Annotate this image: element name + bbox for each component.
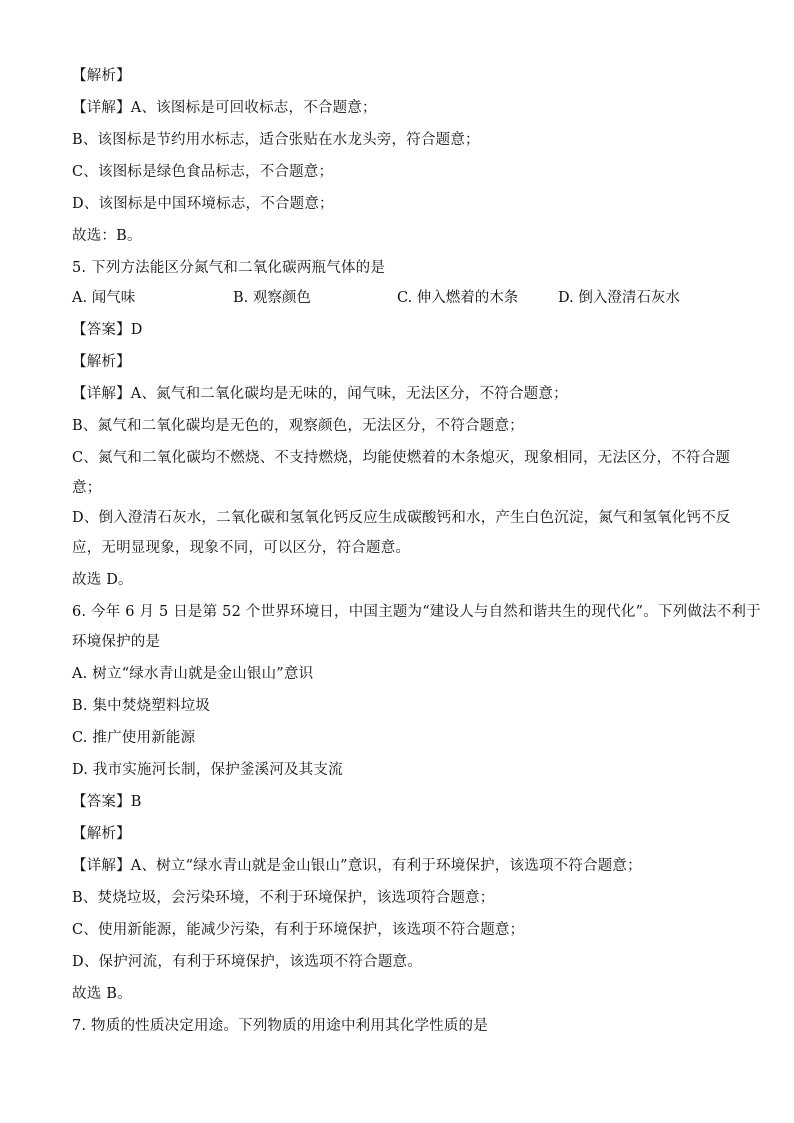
analysis-label: 【解析】 [72,354,131,370]
detail-line: C、使用新能源，能减少污染，有利于环境保护，该选项不符合题意； [72,922,525,938]
choice-line: 故选 B。 [72,986,132,1002]
detail-line: B、该图标是节约用水标志，适合张贴在水龙头旁，符合题意； [72,132,480,148]
option-b: B. 观察颜色 [233,290,311,306]
detail-line: D、该图标是中国环境标志，不合题意； [72,196,334,212]
detail-line: 【详解】A、树立“绿水青山就是金山银山”意识，有利于环境保护，该选项不符合题意； [72,858,642,874]
detail-line: 应，无明显现象，现象不同，可以区分，符合题意。 [72,540,411,556]
detail-line: 【详解】A、该图标是可回收标志，不合题意； [72,100,377,116]
question-6: 6. 今年 6 月 5 日是第 52 个世界环境日，中国主题为“建设人与自然和谐共生的现代化”。下列做法不利于 [72,604,761,620]
option-c: C. 伸入燃着的木条 [397,290,519,306]
choice-line: 故选 D。 [72,572,133,588]
option-a: A. 树立“绿水青山就是金山银山”意识 [72,666,314,682]
question-7: 7. 物质的性质决定用途。下列物质的用途中利用其化学性质的是 [72,1018,488,1034]
analysis-label: 【解析】 [72,68,131,84]
detail-line: D、倒入澄清石灰水，二氧化碳和氢氧化钙反应生成碳酸钙和水，产生白色沉淀，氮气和氢氧化钙不反 [72,510,731,526]
question-5: 5. 下列方法能区分氮气和二氧化碳两瓶气体的是 [72,260,386,276]
option-d: D. 我市实施河长制，保护釜溪河及其支流 [72,762,343,778]
option-a: A. 闻气味 [72,290,136,306]
option-c: C. 推广使用新能源 [72,730,196,746]
detail-line: B、氮气和二氧化碳均是无色的，观察颜色，无法区分，不符合题意； [72,418,524,434]
answer-line: 【答案】B [72,794,142,810]
choice-line: 故选：B。 [72,228,142,244]
detail-line: D、保护河流，有利于环境保护，该选项不符合题意。 [72,954,422,970]
option-d: D. 倒入澄清石灰水 [558,290,680,306]
detail-line: C、该图标是绿色食品标志，不合题意； [72,164,334,180]
detail-line: 【详解】A、氮气和二氧化碳均是无味的，闻气味，无法区分，不符合题意； [72,386,568,402]
detail-line: 意； [72,480,102,496]
question-6-cont: 环境保护的是 [72,634,161,650]
answer-line: 【答案】D [72,322,143,338]
detail-line: B、焚烧垃圾，会污染环境，不利于环境保护，该选项符合题意； [72,890,495,906]
analysis-label: 【解析】 [72,826,131,842]
detail-line: C、氮气和二氧化碳均不燃烧、不支持燃烧，均能使燃着的木条熄灭，现象相同，无法区分，不符合题 [72,450,731,466]
option-b: B. 集中焚烧塑料垃圾 [72,698,211,714]
